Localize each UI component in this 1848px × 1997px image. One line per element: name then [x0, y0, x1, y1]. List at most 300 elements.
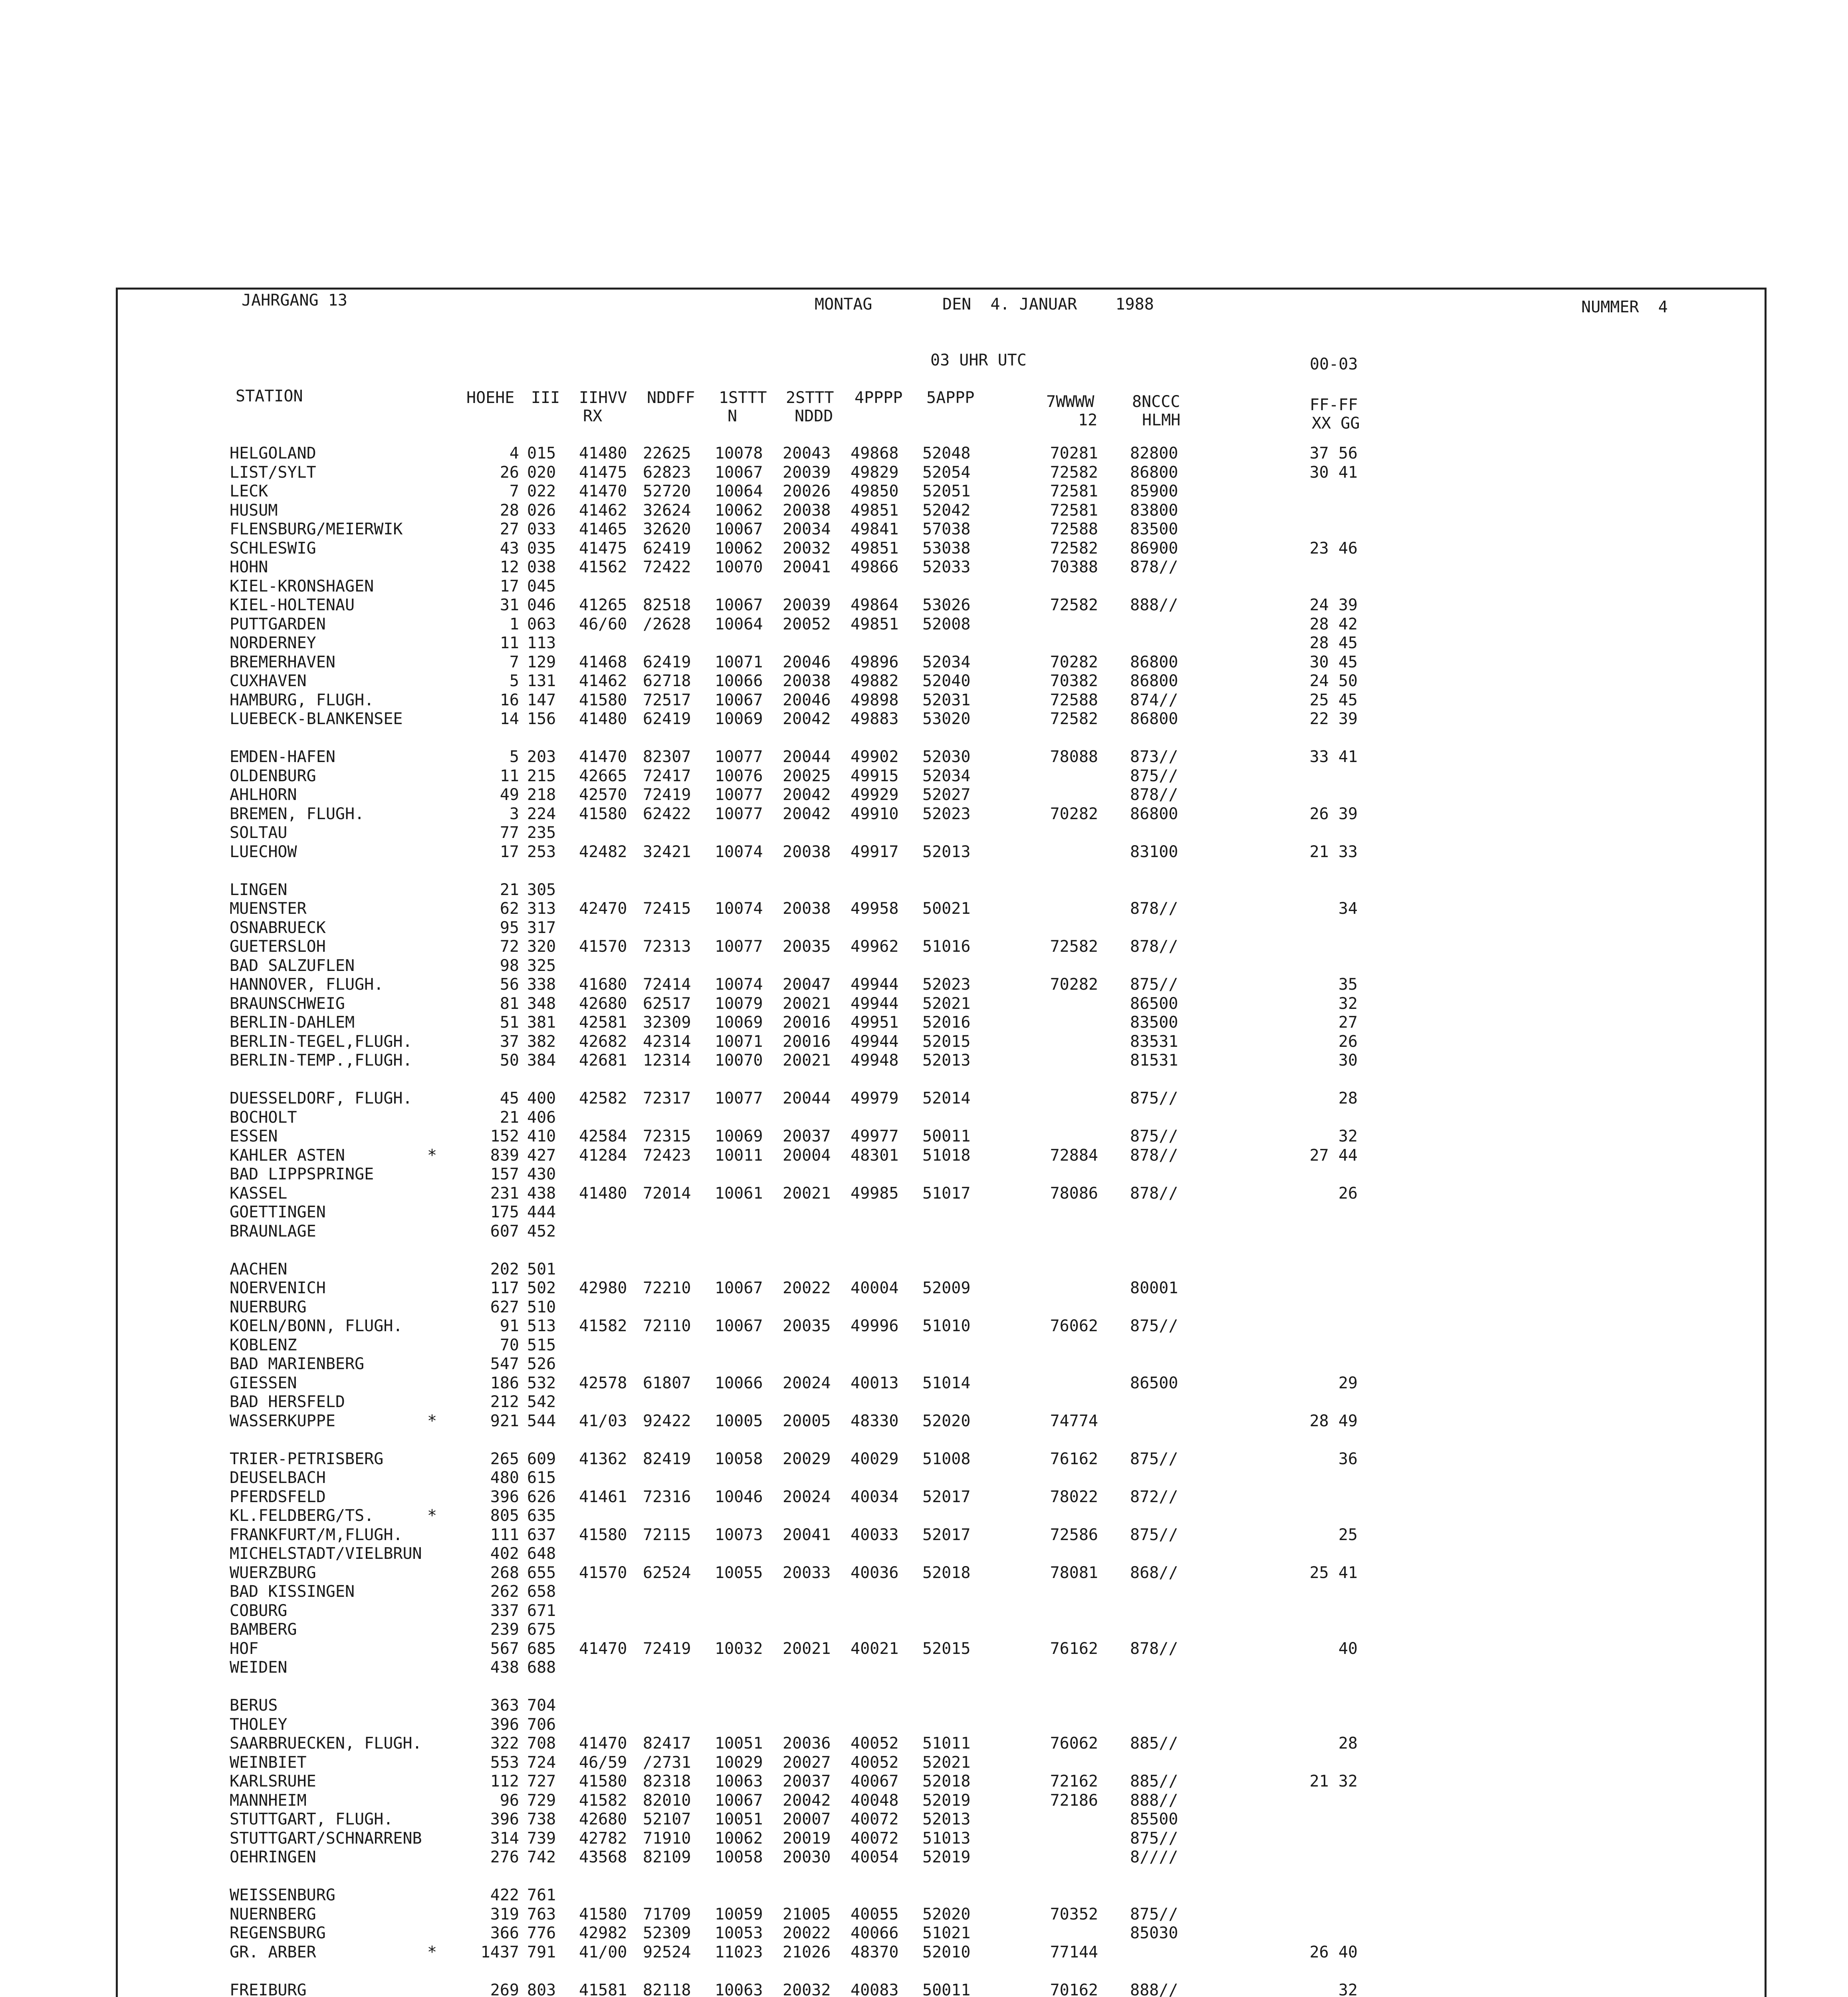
- group-5appp: 52014: [922, 1089, 971, 1108]
- group-4pppp: 40083: [851, 1981, 899, 1997]
- group-4pppp: 40036: [851, 1564, 899, 1582]
- group-4pppp: 49850: [851, 482, 899, 500]
- station-height: 14: [500, 710, 519, 728]
- group-nddff: 82010: [643, 1791, 691, 1810]
- group-iihvv: 42680: [579, 1810, 627, 1828]
- station-number: 382: [527, 1032, 556, 1051]
- group-1sttt: 10067: [715, 691, 763, 709]
- group-4pppp: 48330: [851, 1412, 899, 1430]
- group-1sttt: 10051: [715, 1734, 763, 1753]
- group-7wwww: 78086: [1050, 1184, 1098, 1203]
- group-iihvv: 42680: [579, 995, 627, 1013]
- group-iihvv: 41/00: [579, 1943, 627, 1961]
- station-name: ESSEN: [230, 1127, 278, 1145]
- station-name: CUXHAVEN: [230, 672, 307, 690]
- group-iihvv: 41470: [579, 1734, 627, 1753]
- group-4pppp: 40052: [851, 1734, 899, 1753]
- group-8nccc: 83100: [1130, 843, 1178, 861]
- group-5appp: 51013: [922, 1829, 971, 1848]
- group-nddff: 52107: [643, 1810, 691, 1828]
- group-2sttt: 20007: [783, 1810, 831, 1828]
- group-nddff: 82417: [643, 1734, 691, 1753]
- group-iihvv: 41582: [579, 1791, 627, 1810]
- station-height: 17: [500, 843, 519, 861]
- station-number: 035: [527, 539, 556, 558]
- station-name: MICHELSTADT/VIELBRUN: [230, 1544, 422, 1563]
- group-ff: 35: [1338, 975, 1358, 994]
- group-4pppp: 49962: [851, 937, 899, 956]
- col-7wwww: 7WWWW: [1046, 393, 1095, 411]
- station-name: NOERVENICH: [230, 1279, 326, 1297]
- group-2sttt: 20046: [783, 653, 831, 671]
- group-2sttt: 20037: [783, 1772, 831, 1791]
- group-8nccc: 868//: [1130, 1564, 1178, 1582]
- group-1sttt: 10067: [715, 1317, 763, 1335]
- group-4pppp: 49985: [851, 1184, 899, 1203]
- station-number: 648: [527, 1544, 556, 1563]
- station-number: 444: [527, 1203, 556, 1221]
- station-name: WUERZBURG: [230, 1564, 316, 1582]
- group-nddff: 62718: [643, 672, 691, 690]
- station-name: PUTTGARDEN: [230, 615, 326, 633]
- station-name: BAD SALZUFLEN: [230, 957, 355, 975]
- col-hoehe: HOEHE: [466, 389, 515, 407]
- group-4pppp: 40054: [851, 1848, 899, 1866]
- group-nddff: 32624: [643, 501, 691, 520]
- group-2sttt: 20029: [783, 1450, 831, 1468]
- group-4pppp: 49851: [851, 615, 899, 633]
- group-8nccc: 875//: [1130, 975, 1178, 994]
- station-number: 637: [527, 1526, 556, 1544]
- station-height: 43: [500, 539, 519, 558]
- group-4pppp: 49841: [851, 520, 899, 538]
- station-name: GIESSEN: [230, 1374, 297, 1392]
- group-1sttt: 10077: [715, 786, 763, 804]
- station-height: 111: [490, 1526, 519, 1544]
- group-4pppp: 40013: [851, 1374, 899, 1392]
- group-1sttt: 10066: [715, 672, 763, 690]
- group-8nccc: 85900: [1130, 482, 1178, 500]
- station-name: TRIER-PETRISBERG: [230, 1450, 384, 1468]
- station-number: 406: [527, 1108, 556, 1127]
- group-1sttt: 10067: [715, 1791, 763, 1810]
- group-2sttt: 20033: [783, 1564, 831, 1582]
- group-1sttt: 10067: [715, 1279, 763, 1297]
- group-2sttt: 20039: [783, 596, 831, 614]
- group-5appp: 52010: [922, 1943, 971, 1961]
- group-nddff: 82109: [643, 1848, 691, 1866]
- group-nddff: 92524: [643, 1943, 691, 1961]
- group-8nccc: 875//: [1130, 767, 1178, 785]
- group-4pppp: 49864: [851, 596, 899, 614]
- group-2sttt: 20041: [783, 558, 831, 576]
- group-2sttt: 21005: [783, 1905, 831, 1924]
- group-iihvv: 41462: [579, 672, 627, 690]
- station-name: KIEL-KRONSHAGEN: [230, 577, 374, 596]
- station-height: 95: [500, 919, 519, 937]
- group-iihvv: 42665: [579, 767, 627, 785]
- station-height: 839: [490, 1146, 519, 1165]
- group-5appp: 52034: [922, 767, 971, 785]
- group-ff: 28 49: [1309, 1412, 1358, 1430]
- station-height: 28: [500, 501, 519, 520]
- station-number: 131: [527, 672, 556, 690]
- station-height: 27: [500, 520, 519, 538]
- group-iihvv: 42682: [579, 1032, 627, 1051]
- station-height: 31: [500, 596, 519, 614]
- station-name: KAHLER ASTEN: [230, 1146, 345, 1165]
- group-iihvv: 41475: [579, 539, 627, 558]
- group-8nccc: 875//: [1130, 1317, 1178, 1335]
- group-5appp: 51008: [922, 1450, 971, 1468]
- group-7wwww: 72588: [1050, 691, 1098, 709]
- group-5appp: 52048: [922, 444, 971, 463]
- station-number: 526: [527, 1355, 556, 1373]
- station-number: 532: [527, 1374, 556, 1392]
- group-2sttt: 20038: [783, 843, 831, 861]
- station-number: 113: [527, 634, 556, 652]
- group-2sttt: 20043: [783, 444, 831, 463]
- group-7wwww: 70282: [1050, 805, 1098, 823]
- group-nddff: 72414: [643, 975, 691, 994]
- group-nddff: /2628: [643, 615, 691, 633]
- station-name: OLDENBURG: [230, 767, 316, 785]
- group-2sttt: 20021: [783, 1640, 831, 1658]
- station-height: 422: [490, 1886, 519, 1904]
- station-name: SCHLESWIG: [230, 539, 316, 558]
- station-number: 542: [527, 1393, 556, 1411]
- group-1sttt: 11023: [715, 1943, 763, 1961]
- group-2sttt: 20025: [783, 767, 831, 785]
- group-7wwww: 70382: [1050, 672, 1098, 690]
- station-height: 337: [490, 1602, 519, 1620]
- group-5appp: 53038: [922, 539, 971, 558]
- group-7wwww: 74774: [1050, 1412, 1098, 1430]
- wind-period: 00-03: [1310, 355, 1358, 373]
- station-number: 320: [527, 937, 556, 956]
- station-height: 1437: [480, 1943, 519, 1961]
- station-number: 235: [527, 824, 556, 842]
- col-iihvv-sub: RX: [583, 407, 603, 425]
- group-4pppp: 49917: [851, 843, 899, 861]
- station-name: BERLIN-DAHLEM: [230, 1013, 355, 1032]
- group-8nccc: 875//: [1130, 1450, 1178, 1468]
- mountain-station-marker: *: [427, 1412, 437, 1430]
- station-height: 26: [500, 463, 519, 482]
- group-7wwww: 76062: [1050, 1317, 1098, 1335]
- group-2sttt: 20022: [783, 1279, 831, 1297]
- group-2sttt: 20041: [783, 1526, 831, 1544]
- station-height: 4: [509, 444, 519, 463]
- station-height: 98: [500, 957, 519, 975]
- group-2sttt: 20046: [783, 691, 831, 709]
- group-ff: 25 41: [1309, 1564, 1358, 1582]
- station-number: 658: [527, 1582, 556, 1601]
- group-5appp: 52015: [922, 1032, 971, 1051]
- group-5appp: 52013: [922, 843, 971, 861]
- group-2sttt: 20038: [783, 501, 831, 520]
- group-iihvv: 41680: [579, 975, 627, 994]
- group-1sttt: 10061: [715, 1184, 763, 1203]
- group-1sttt: 10077: [715, 748, 763, 766]
- group-ff: 26 39: [1309, 805, 1358, 823]
- station-name: KASSEL: [230, 1184, 288, 1203]
- group-4pppp: 49866: [851, 558, 899, 576]
- group-4pppp: 40072: [851, 1810, 899, 1828]
- group-8nccc: 83800: [1130, 501, 1178, 520]
- group-8nccc: 83531: [1130, 1032, 1178, 1051]
- station-height: 269: [490, 1981, 519, 1997]
- col-4pppp: 4PPPP: [855, 389, 903, 407]
- station-height: 50: [500, 1051, 519, 1070]
- group-4pppp: 49898: [851, 691, 899, 709]
- station-number: 427: [527, 1146, 556, 1165]
- group-iihvv: 41580: [579, 1526, 627, 1544]
- station-height: 21: [500, 881, 519, 899]
- station-height: 268: [490, 1564, 519, 1582]
- col-8nccc: 8NCCC: [1132, 393, 1180, 411]
- station-number: 729: [527, 1791, 556, 1810]
- station-height: 314: [490, 1829, 519, 1848]
- group-2sttt: 20042: [783, 1791, 831, 1810]
- group-5appp: 52017: [922, 1488, 971, 1506]
- group-4pppp: 49902: [851, 748, 899, 766]
- group-7wwww: 70282: [1050, 975, 1098, 994]
- group-nddff: 82118: [643, 1981, 691, 1997]
- station-number: 147: [527, 691, 556, 709]
- group-2sttt: 20044: [783, 1089, 831, 1108]
- station-name: THOLEY: [230, 1715, 288, 1734]
- group-5appp: 51011: [922, 1734, 971, 1753]
- group-4pppp: 40067: [851, 1772, 899, 1791]
- station-height: 363: [490, 1696, 519, 1715]
- group-nddff: 61807: [643, 1374, 691, 1392]
- station-number: 430: [527, 1165, 556, 1183]
- station-number: 253: [527, 843, 556, 861]
- group-2sttt: 21026: [783, 1943, 831, 1961]
- station-number: 218: [527, 786, 556, 804]
- station-height: 7: [509, 482, 519, 500]
- station-name: KIEL-HOLTENAU: [230, 596, 355, 614]
- group-1sttt: 10074: [715, 899, 763, 918]
- group-ff: 28: [1338, 1089, 1358, 1108]
- station-name: LUEBECK-BLANKENSEE: [230, 710, 403, 728]
- group-2sttt: 20038: [783, 899, 831, 918]
- group-8nccc: 85500: [1130, 1810, 1178, 1828]
- group-8nccc: 875//: [1130, 1127, 1178, 1145]
- station-name: NORDERNEY: [230, 634, 316, 652]
- station-number: 438: [527, 1184, 556, 1203]
- group-nddff: 72417: [643, 767, 691, 785]
- station-height: 262: [490, 1582, 519, 1601]
- station-number: 635: [527, 1507, 556, 1525]
- group-nddff: 62422: [643, 805, 691, 823]
- station-height: 11: [500, 634, 519, 652]
- station-height: 152: [490, 1127, 519, 1145]
- station-name: GUETERSLOH: [230, 937, 326, 956]
- group-5appp: 52040: [922, 672, 971, 690]
- group-4pppp: 49958: [851, 899, 899, 918]
- group-5appp: 52009: [922, 1279, 971, 1297]
- group-4pppp: 40033: [851, 1526, 899, 1544]
- station-number: 033: [527, 520, 556, 538]
- station-name: LECK: [230, 482, 268, 500]
- station-name: SAARBRUECKEN, FLUGH.: [230, 1734, 422, 1753]
- col-1sttt-sub: N: [728, 407, 738, 425]
- station-name: WEIDEN: [230, 1658, 288, 1677]
- group-5appp: 51016: [922, 937, 971, 956]
- station-number: 727: [527, 1772, 556, 1791]
- station-number: 038: [527, 558, 556, 576]
- group-4pppp: 49996: [851, 1317, 899, 1335]
- station-number: 338: [527, 975, 556, 994]
- group-nddff: 22625: [643, 444, 691, 463]
- col-iihvv: IIHVV: [579, 389, 627, 407]
- group-8nccc: 875//: [1130, 1905, 1178, 1924]
- station-height: 11: [500, 767, 519, 785]
- col-nddff: NDDFF: [647, 389, 695, 407]
- group-2sttt: 20019: [783, 1829, 831, 1848]
- group-5appp: 52051: [922, 482, 971, 500]
- station-name: HELGOLAND: [230, 444, 316, 463]
- group-7wwww: 72884: [1050, 1146, 1098, 1165]
- group-1sttt: 10053: [715, 1924, 763, 1942]
- station-name: BREMEN, FLUGH.: [230, 805, 365, 823]
- station-number: 724: [527, 1753, 556, 1772]
- group-4pppp: 40048: [851, 1791, 899, 1810]
- group-5appp: 51021: [922, 1924, 971, 1942]
- station-name: GOETTINGEN: [230, 1203, 326, 1221]
- group-nddff: 62823: [643, 463, 691, 482]
- group-7wwww: 72162: [1050, 1772, 1098, 1791]
- group-nddff: 52309: [643, 1924, 691, 1942]
- group-iihvv: 41480: [579, 444, 627, 463]
- station-number: 513: [527, 1317, 556, 1335]
- group-7wwww: 72582: [1050, 710, 1098, 728]
- station-height: 805: [490, 1507, 519, 1525]
- group-ff: 26: [1338, 1032, 1358, 1051]
- group-iihvv: 42570: [579, 786, 627, 804]
- group-8nccc: 888//: [1130, 1981, 1178, 1997]
- station-name: HOHN: [230, 558, 268, 576]
- group-8nccc: 85030: [1130, 1924, 1178, 1942]
- station-height: 202: [490, 1260, 519, 1278]
- group-8nccc: 874//: [1130, 691, 1178, 709]
- group-ff: 26: [1338, 1184, 1358, 1203]
- group-ff: 21 32: [1309, 1772, 1358, 1791]
- group-7wwww: 78088: [1050, 748, 1098, 766]
- group-8nccc: 878//: [1130, 558, 1178, 576]
- station-height: 607: [490, 1222, 519, 1241]
- group-iihvv: 41465: [579, 520, 627, 538]
- group-nddff: 62419: [643, 539, 691, 558]
- station-height: 70: [500, 1336, 519, 1354]
- station-number: 156: [527, 710, 556, 728]
- group-2sttt: 20042: [783, 805, 831, 823]
- group-nddff: 62419: [643, 710, 691, 728]
- station-height: 265: [490, 1450, 519, 1468]
- station-name: BAD LIPPSPRINGE: [230, 1165, 374, 1183]
- col-5appp: 5APPP: [926, 389, 975, 407]
- group-nddff: 42314: [643, 1032, 691, 1051]
- station-height: 366: [490, 1924, 519, 1942]
- station-name: FRANKFURT/M,FLUGH.: [230, 1526, 403, 1544]
- group-2sttt: 20005: [783, 1412, 831, 1430]
- group-1sttt: 10079: [715, 995, 763, 1013]
- group-5appp: 52008: [922, 615, 971, 633]
- station-name: GR. ARBER: [230, 1943, 316, 1961]
- group-iihvv: 42584: [579, 1127, 627, 1145]
- station-name: HANNOVER, FLUGH.: [230, 975, 384, 994]
- group-ff: 32: [1338, 995, 1358, 1013]
- group-2sttt: 20034: [783, 520, 831, 538]
- group-nddff: 72313: [643, 937, 691, 956]
- station-number: 763: [527, 1905, 556, 1924]
- group-nddff: 72422: [643, 558, 691, 576]
- mountain-station-marker: *: [427, 1943, 437, 1961]
- col-ff-sub: XX GG: [1312, 414, 1360, 433]
- group-7wwww: 70281: [1050, 444, 1098, 463]
- station-name: SOLTAU: [230, 824, 288, 842]
- group-7wwww: 72582: [1050, 463, 1098, 482]
- group-iihvv: 41461: [579, 1488, 627, 1506]
- group-iihvv: 41470: [579, 1640, 627, 1658]
- station-name: NUERBURG: [230, 1298, 307, 1316]
- group-8nccc: 81531: [1130, 1051, 1178, 1070]
- group-iihvv: 42982: [579, 1924, 627, 1942]
- group-ff: 22 39: [1309, 710, 1358, 728]
- group-7wwww: 72581: [1050, 482, 1098, 500]
- station-height: 91: [500, 1317, 519, 1335]
- station-name: MUENSTER: [230, 899, 307, 918]
- group-5appp: 52015: [922, 1640, 971, 1658]
- group-8nccc: 878//: [1130, 1184, 1178, 1203]
- station-number: 215: [527, 767, 556, 785]
- group-nddff: 72316: [643, 1488, 691, 1506]
- group-4pppp: 49951: [851, 1013, 899, 1032]
- group-7wwww: 72186: [1050, 1791, 1098, 1810]
- group-nddff: 72210: [643, 1279, 691, 1297]
- group-5appp: 52016: [922, 1013, 971, 1032]
- group-nddff: 72419: [643, 786, 691, 804]
- group-nddff: /2731: [643, 1753, 691, 1772]
- group-8nccc: 86800: [1130, 653, 1178, 671]
- group-1sttt: 10074: [715, 843, 763, 861]
- station-name: KOBLENZ: [230, 1336, 297, 1354]
- group-8nccc: 878//: [1130, 899, 1178, 918]
- group-iihvv: 42980: [579, 1279, 627, 1297]
- group-iihvv: 41362: [579, 1450, 627, 1468]
- group-nddff: 92422: [643, 1412, 691, 1430]
- station-height: 276: [490, 1848, 519, 1866]
- group-2sttt: 20030: [783, 1848, 831, 1866]
- group-ff: 25: [1338, 1526, 1358, 1544]
- station-height: 12: [500, 558, 519, 576]
- group-nddff: 71910: [643, 1829, 691, 1848]
- group-5appp: 52023: [922, 805, 971, 823]
- group-1sttt: 10073: [715, 1526, 763, 1544]
- station-height: 37: [500, 1032, 519, 1051]
- station-number: 313: [527, 899, 556, 918]
- group-2sttt: 20021: [783, 1051, 831, 1070]
- group-iihvv: 46/60: [579, 615, 627, 633]
- group-4pppp: 49915: [851, 767, 899, 785]
- group-ff: 28 42: [1309, 615, 1358, 633]
- group-8nccc: 888//: [1130, 1791, 1178, 1810]
- station-height: 49: [500, 786, 519, 804]
- station-name: LIST/SYLT: [230, 463, 316, 482]
- station-number: 688: [527, 1658, 556, 1677]
